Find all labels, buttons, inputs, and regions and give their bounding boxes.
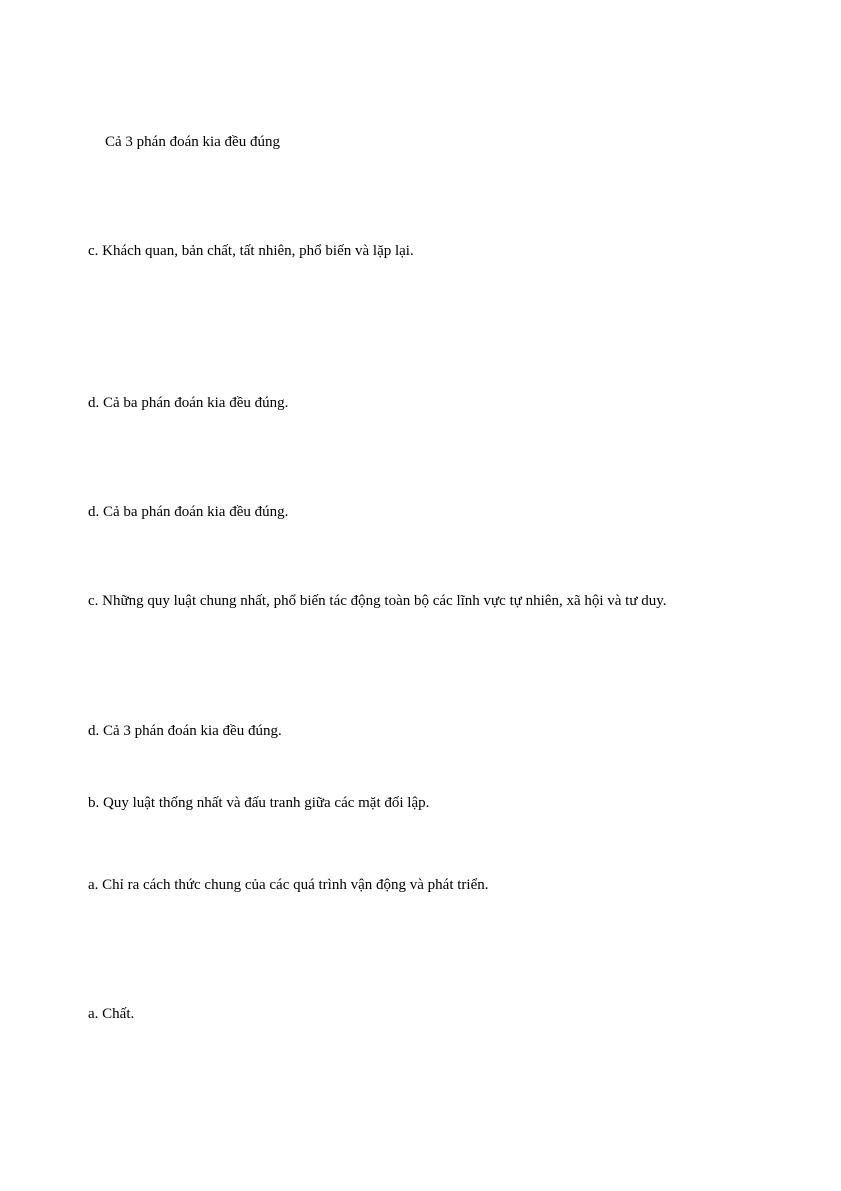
answer-line-3: d. Cả ba phán đoán kia đều đúng.: [88, 395, 289, 411]
answer-line-4: d. Cả ba phán đoán kia đều đúng.: [88, 504, 289, 520]
answer-line-6: d. Cả 3 phán đoán kia đều đúng.: [88, 723, 282, 739]
answer-line-5: c. Những quy luật chung nhất, phổ biến tác động toàn bộ các lĩnh vực tự nhiên, xã hội và tư duy.: [88, 593, 667, 609]
answer-line-9: a. Chất.: [88, 1006, 135, 1022]
answer-line-7: b. Quy luật thống nhất và đấu tranh giữa các mặt đối lập.: [88, 795, 430, 811]
answer-line-1: Cả 3 phán đoán kia đều đúng: [105, 134, 280, 150]
answer-line-2: c. Khách quan, bản chất, tất nhiên, phổ biến và lặp lại.: [88, 243, 414, 259]
answer-line-8: a. Chỉ ra cách thức chung của các quá trình vận động và phát triển.: [88, 877, 489, 893]
